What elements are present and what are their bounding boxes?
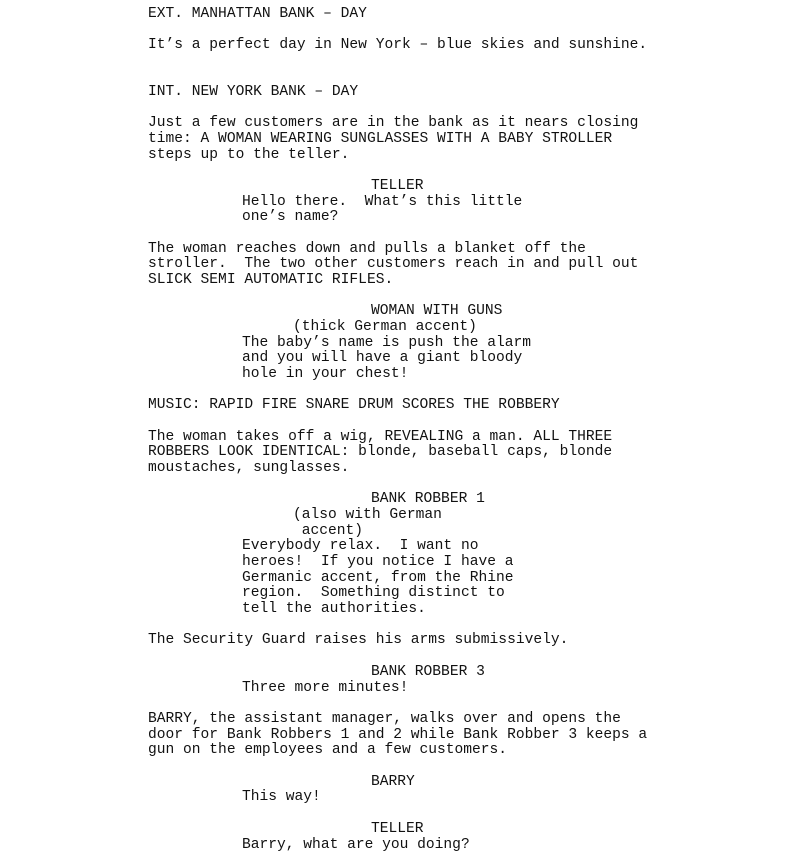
action-line: ROBBERS LOOK IDENTICAL: blonde, baseball caps, blonde (148, 444, 613, 460)
dialogue-line: hole in your chest! (242, 366, 409, 382)
character-name: BANK ROBBER 3 (371, 664, 485, 680)
dialogue-line: one’s name? (242, 209, 339, 225)
parenthetical: (also with German (293, 507, 442, 523)
parenthetical: accent) (293, 523, 364, 539)
action-line: steps up to the teller. (148, 147, 350, 163)
dialogue-line: Germanic accent, from the Rhine (242, 570, 514, 586)
dialogue-line: The baby’s name is push the alarm (242, 335, 532, 351)
action-line: The Security Guard raises his arms submissively. (148, 632, 569, 648)
scene-heading: INT. NEW YORK BANK – DAY (148, 84, 359, 100)
action-line: Just a few customers are in the bank as it nears closing (148, 115, 639, 131)
dialogue-line: tell the authorities. (242, 601, 426, 617)
character-name: TELLER (371, 178, 424, 194)
character-name: WOMAN WITH GUNS (371, 303, 503, 319)
action-line: The woman takes off a wig, REVEALING a man. ALL THREE (148, 429, 613, 445)
action-line: BARRY, the assistant manager, walks over and opens the (148, 711, 621, 727)
dialogue-line: This way! (242, 789, 321, 805)
dialogue-line: region. Something distinct to (242, 585, 505, 601)
dialogue-line: Barry, what are you doing? (242, 837, 470, 853)
character-name: BARRY (371, 774, 415, 790)
action-line: The woman reaches down and pulls a blanket off the (148, 241, 586, 257)
dialogue-line: Everybody relax. I want no (242, 538, 479, 554)
action-line: moustaches, sunglasses. (148, 460, 350, 476)
parenthetical: (thick German accent) (293, 319, 477, 335)
action-line: stroller. The two other customers reach in and pull out (148, 256, 639, 272)
action-line: It’s a perfect day in New York – blue skies and sunshine. (148, 37, 648, 53)
character-name: BANK ROBBER 1 (371, 491, 485, 507)
dialogue-line: heroes! If you notice I have a (242, 554, 514, 570)
dialogue-line: Three more minutes! (242, 680, 409, 696)
scene-heading: EXT. MANHATTAN BANK – DAY (148, 6, 367, 22)
dialogue-line: Hello there. What’s this little (242, 194, 523, 210)
action-line: SLICK SEMI AUTOMATIC RIFLES. (148, 272, 394, 288)
action-line: time: A WOMAN WEARING SUNGLASSES WITH A BABY STROLLER (148, 131, 613, 147)
character-name: TELLER (371, 821, 424, 837)
dialogue-line: and you will have a giant bloody (242, 350, 523, 366)
action-line: MUSIC: RAPID FIRE SNARE DRUM SCORES THE ROBBERY (148, 397, 560, 413)
action-line: door for Bank Robbers 1 and 2 while Bank Robber 3 keeps a (148, 727, 648, 743)
action-line: gun on the employees and a few customers. (148, 742, 508, 758)
